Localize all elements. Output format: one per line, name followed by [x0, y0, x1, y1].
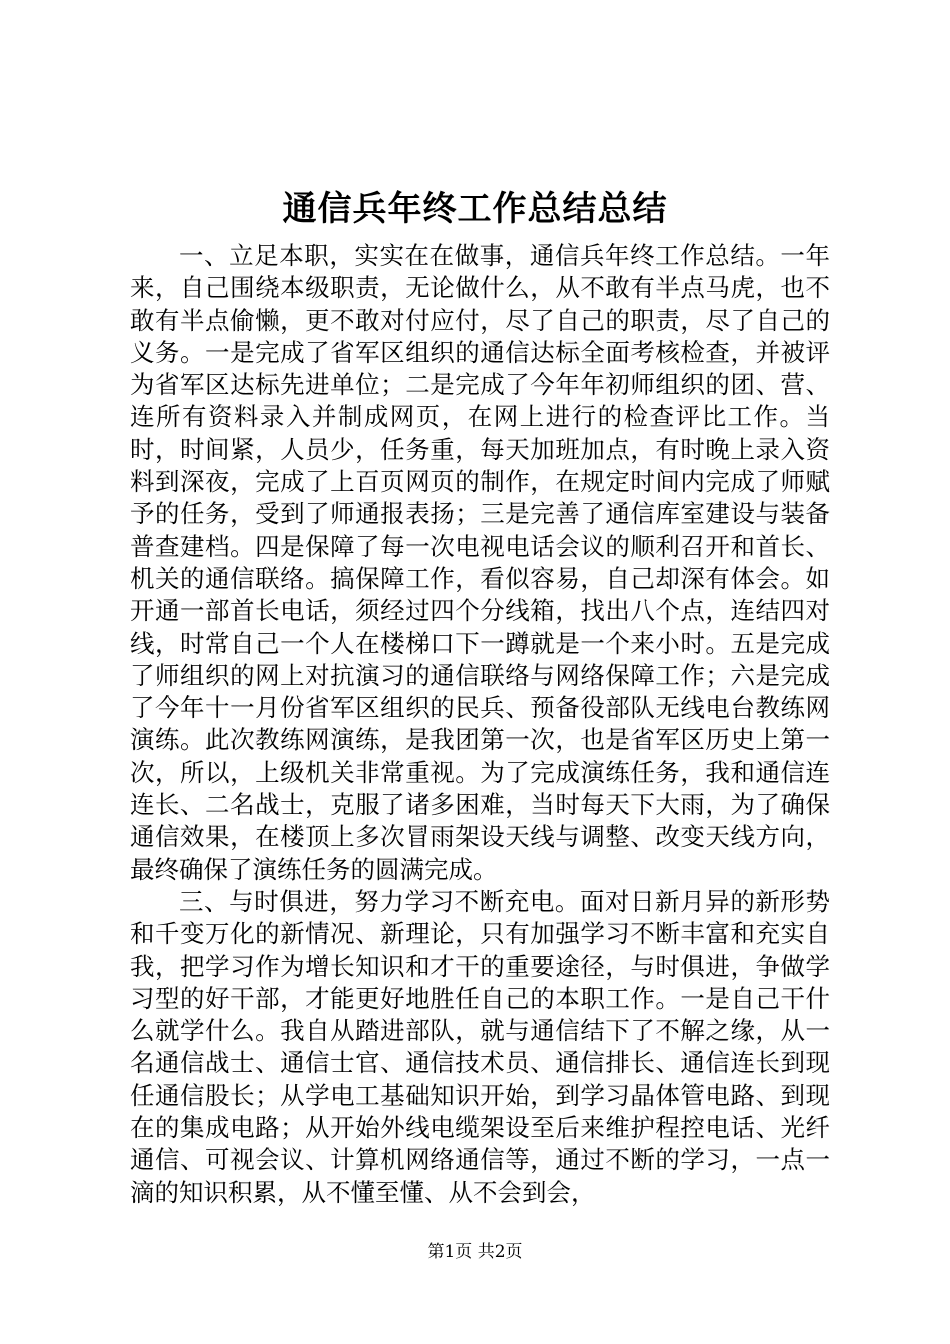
document-title: 通信兵年终工作总结总结 — [282, 189, 668, 229]
page-footer: 第1页 共2页 — [427, 1242, 523, 1262]
paragraph-1: 一、立足本职，实实在在做事，通信兵年终工作总结。一年来，自己围绕本级职责，无论做什么，从不敢有半点马虎，也不敢有半点偷懒，更不敢对付应付，尽了自己的职责，尽了自己的义务。一是完成了省军区组织的通信达标全面考核检查，并被评为省军区达标先进单位；二是完成了今年年初师组织的团、营、连所有资料录入并制成网页，在网上进行的检查评比工作。当时，时间紧，人员少，任务重，每天加班加点，有时晚上录入资料到深夜，完成了上百页网页的制作，在规定时间内完成了师赋予的任务，受到了师通报表扬；三是完善了通信库室建设与装备普查建档。四是保障了每一次电视电话会议的顺利召开和首长、机关的通信联络。搞保障工作，看似容易，自己却深有体会。如开通一部首长电话，须经过四个分线箱，找出八个点，连结四对线，时常自己一个人在楼梯口下一蹲就是一个来小时。五是完成了师组织的网上对抗演习的通信联络与网络保障工作；六是完成了今年十一月份省军区组织的民兵、预备役部队无线电台教练网演练。此次教练网演练，是我团第一次，也是省军区历史上第一次，所以，上级机关非常重视。为了完成演练任务，我和通信连连长、二名战士，克服了诸多困难，当时每天下大雨，为了确保通信效果，在楼顶上多次冒雨架设天线与调整、改变天线方向，最终确保了演练任务的圆满完成。 — [130, 241, 830, 884]
paragraph-2: 三、与时俱进，努力学习不断充电。面对日新月异的新形势和千变万化的新情况、新理论，只有加强学习不断丰富和充实自我，把学习作为增长知识和才干的重要途径，与时俱进，争做学习型的好干部，才能更好地胜任自己的本职工作。一是自己干什么就学什么。我自从踏进部队，就与通信结下了不解之缘，从一名通信战士、通信士官、通信技术员、通信排长、通信连长到现任通信股长；从学电工基础知识开始，到学习晶体管电路、到现在的集成电路；从开始外线电缆架设至后来维护程控电话、光纤通信、可视会议、计算机网络通信等，通过不断的学习，一点一滴的知识积累，从不懂至懂、从不会到会， — [130, 886, 830, 1207]
document-body — [130, 240, 830, 1209]
